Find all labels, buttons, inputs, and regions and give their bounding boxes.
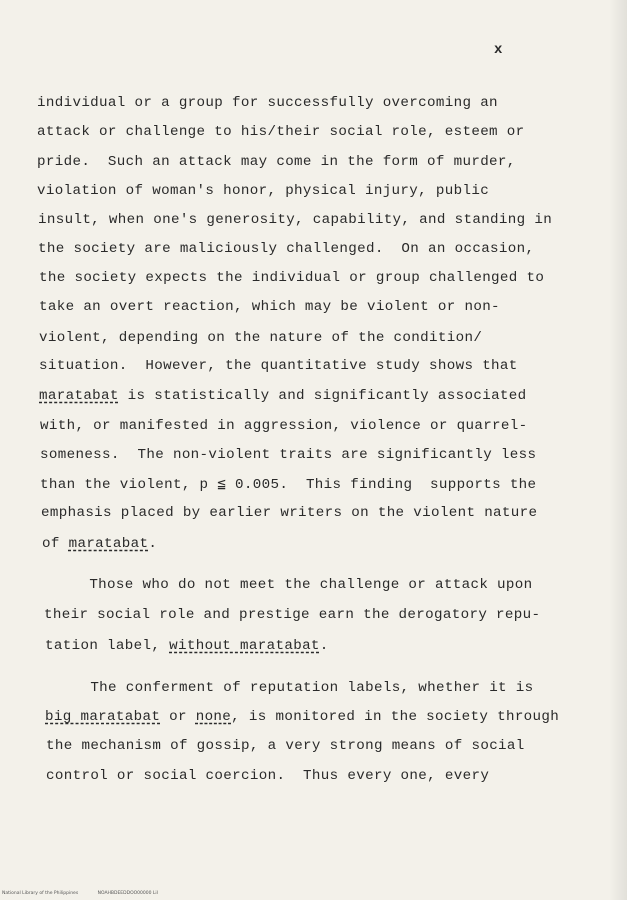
underlined-term: maratabat: [68, 536, 149, 552]
text-line: [37, 124, 525, 140]
text-line: [39, 270, 544, 286]
text-line: [46, 768, 489, 784]
text-run: with, or manifested in aggression, violence or quarrel-: [40, 418, 528, 434]
text-run: emphasis placed by earlier writers on the violent nature: [41, 505, 538, 521]
text-run: individual or a group for successfully overcoming an: [37, 95, 498, 111]
text-run: someness. The non-violent traits are significantly less: [40, 447, 537, 463]
text-line: [41, 505, 537, 521]
text-line: [46, 738, 525, 754]
text-line: [45, 709, 559, 725]
text-run: the mechanism of gossip, a very strong means of social: [46, 738, 525, 754]
text-run: the society are maliciously challenged. On an occasion,: [38, 241, 535, 257]
underlined-term: without maratabat: [169, 638, 320, 654]
text-line: [40, 447, 536, 463]
text-run: situation. However, the quantitative study shows that: [39, 358, 518, 374]
text-run: of: [42, 536, 69, 552]
text-line: [45, 577, 533, 593]
text-run: their social role and prestige earn the derogatory repu-: [44, 607, 541, 623]
text-line: [38, 241, 534, 257]
scan-footer: [2, 891, 176, 896]
text-run: take an overt reaction, which may be violent or non-: [39, 299, 500, 315]
text-line: [39, 388, 527, 404]
text-run: insult, when one's generosity, capability, and standing in: [38, 212, 553, 228]
text-run: violation of woman's honor, physical injury, public: [37, 183, 490, 199]
underlined-term: none: [195, 709, 232, 725]
text-run: violent, depending on the nature of the condition/: [39, 330, 483, 346]
text-run: , is monitored in the society through: [231, 709, 560, 725]
text-line: [44, 607, 540, 623]
text-line: [39, 330, 482, 346]
underlined-term: maratabat: [39, 388, 119, 404]
text-line: [42, 536, 157, 552]
text-run: .: [148, 536, 158, 552]
text-line: [37, 154, 516, 170]
text-run: than the violent, p ≦ 0.005. This finding supports the: [40, 477, 537, 493]
text-run: attack or challenge to his/their social role, esteem or: [37, 124, 525, 140]
text-line: [38, 212, 552, 228]
text-line: [37, 183, 489, 199]
footer-source: National Library of the Philippines: [2, 891, 79, 896]
text-line: [45, 638, 329, 654]
text-line: [37, 95, 498, 111]
text-run: the society expects the individual or group challenged to: [39, 270, 545, 286]
text-run: The conferment of reputation labels, whether it is: [46, 680, 534, 696]
text-line: [40, 418, 528, 434]
text-line: [39, 299, 500, 315]
underlined-term: big maratabat: [45, 709, 161, 725]
page-edge-shadow: [609, 0, 627, 900]
text-run: is statistically and significantly associated: [118, 388, 527, 404]
text-run: pride. Such an attack may come in the form of murder,: [37, 154, 516, 170]
text-run: control or social coercion. Thus every one, every: [46, 768, 490, 784]
text-run: .: [319, 638, 329, 654]
text-run: tation label,: [45, 638, 170, 654]
footer-code: NOAHBDEEDDOO00000 Lil: [97, 891, 158, 896]
page-number: x: [494, 42, 505, 58]
text-line: [39, 358, 518, 374]
text-line: [46, 680, 534, 696]
text-run: Those who do not meet the challenge or attack upon: [45, 577, 533, 593]
text-line: [40, 476, 536, 493]
text-run: or: [160, 709, 196, 725]
